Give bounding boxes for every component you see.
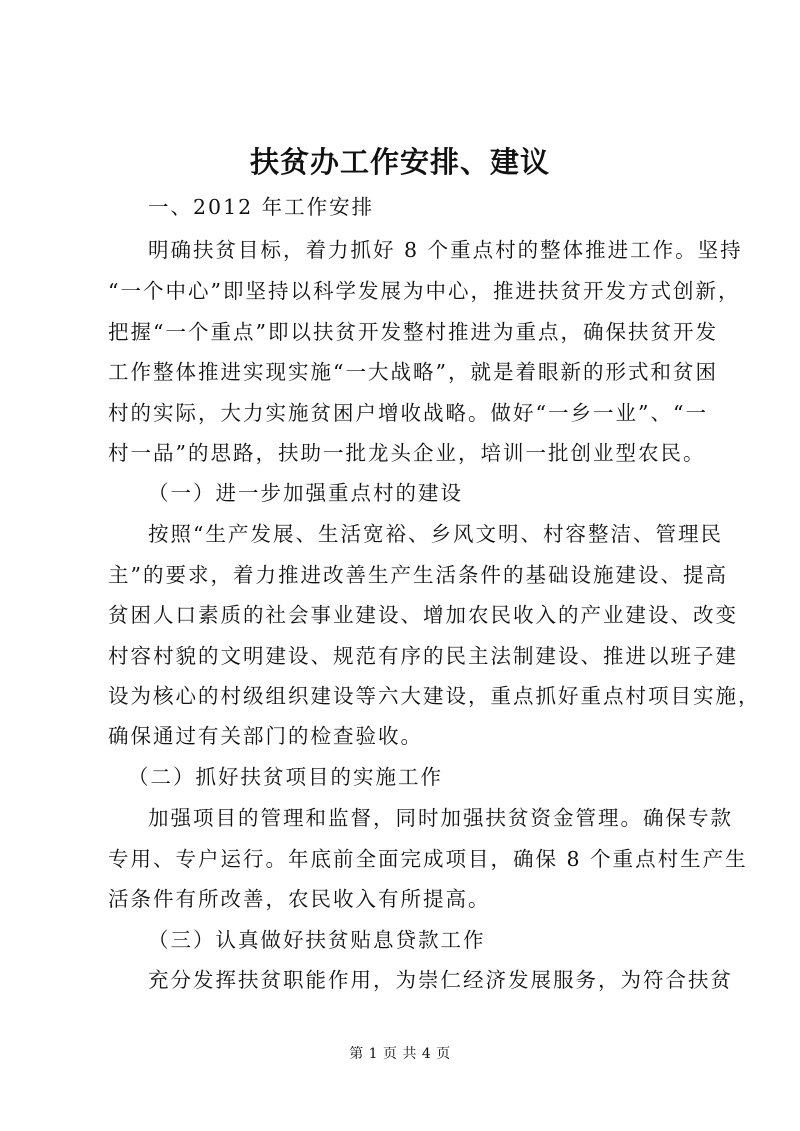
document-title: 扶贫办工作安排、建议 (249, 145, 550, 179)
paragraph-line: “一个中心”即坚持以科学发展为中心，推进扶贫开发方式创新， (108, 279, 741, 303)
paragraph-line: 贫困人口素质的社会事业建设、增加农民收入的产业建设、改变 (108, 603, 738, 627)
paragraph-line: 专用、专户运行。年底前全面完成项目，确保 8 个重点村生产生 (108, 847, 748, 871)
paragraph-line: 村容村貌的文明建设、规范有序的民主法制建设、推进以班子建 (108, 644, 738, 668)
paragraph-line: 加强项目的管理和监督，同时加强扶贫资金管理。确保专款 (148, 806, 733, 830)
paragraph-line: 确保通过有关部门的检查验收。 (108, 724, 423, 748)
subsection-heading: （二）抓好扶贫项目的实施工作 (128, 765, 443, 789)
section-heading: 一、2012 年工作安排 (148, 195, 375, 219)
paragraph-line: 把握“一个重点”即以扶贫开发整村推进为重点，确保扶贫开发 (108, 320, 718, 344)
paragraph-line: 充分发挥扶贫职能作用，为崇仁经济发展服务，为符合扶贫 (148, 968, 733, 992)
paragraph-line: 明确扶贫目标，着力抓好 8 个重点村的整体推进工作。坚持 (148, 238, 743, 262)
page-number: 第 1 页 共 4 页 (349, 1046, 451, 1062)
subsection-heading: （三）认真做好扶贫贴息贷款工作 (148, 928, 486, 952)
paragraph-line: 工作整体推进实现实施“一大战略”，就是着眼新的形式和贫困 (108, 360, 718, 384)
paragraph-line: 活条件有所改善，农民收入有所提高。 (108, 887, 491, 911)
paragraph-line: 设为核心的村级组织建设等六大建设，重点抓好重点村项目实施， (108, 684, 761, 708)
paragraph-line: 村的实际，大力实施贫困户增收战略。做好“一乡一业”、“一 (108, 401, 708, 425)
subsection-heading: （一）进一步加强重点村的建设 (148, 481, 463, 505)
paragraph-line: 按照“生产发展、生活宽裕、乡风文明、村容整洁、管理民 (148, 522, 723, 546)
paragraph-line: 主”的要求，着力推进改善生产生活条件的基础设施建设、提高 (108, 563, 728, 587)
paragraph-line: 村一品”的思路，扶助一批龙头企业，培训一批创业型农民。 (108, 441, 706, 465)
